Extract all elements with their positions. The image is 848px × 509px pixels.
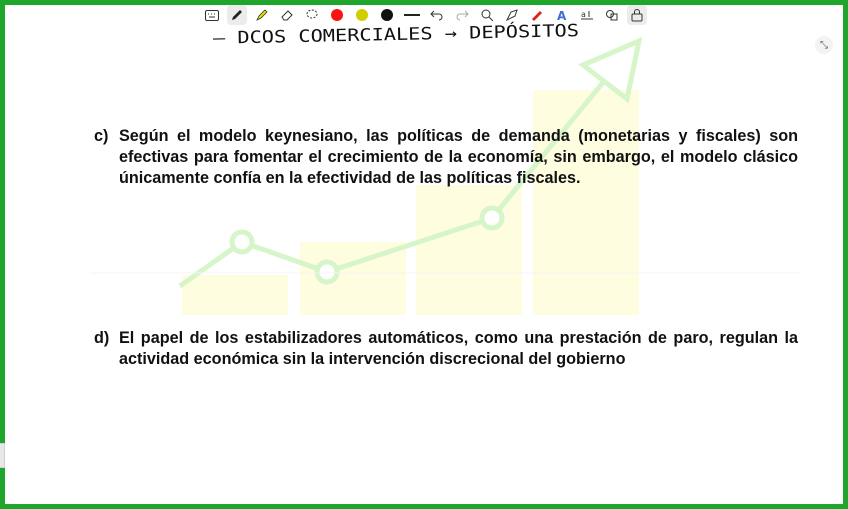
svg-text:a: a <box>580 10 586 19</box>
pen-icon[interactable] <box>227 5 247 25</box>
handwritten-note <box>5 5 843 504</box>
collapse-icon[interactable]: ⤡ <box>815 36 833 54</box>
keyboard-icon[interactable] <box>202 5 222 25</box>
lasso-select-icon[interactable] <box>302 5 322 25</box>
stroke-width-icon[interactable] <box>402 5 422 25</box>
question-d-letter: d) <box>94 329 110 347</box>
question-c-text: Según el modelo keynesiano, las políticas de demanda (monetarias y fiscales) son efectivas para fomentar el crecimiento de la economía, sin embargo, el modelo clásico únicamente confía en la efectividad de las políticas fiscales. <box>119 127 798 187</box>
redo-icon[interactable] <box>452 5 472 25</box>
color-black-swatch[interactable] <box>377 5 397 25</box>
shapes-icon[interactable] <box>602 5 622 25</box>
question-d-text: El papel de los estabilizadores automáticos, como una prestación de paro, regulan la actividad económica sin la intervención discrecional del gobierno <box>119 329 798 368</box>
notebook-page[interactable] <box>5 5 843 504</box>
highlighter-icon[interactable] <box>252 5 272 25</box>
ink-to-shape-icon[interactable] <box>477 5 497 25</box>
color-red-swatch[interactable] <box>327 5 347 25</box>
eraser-icon[interactable] <box>277 5 297 25</box>
undo-icon[interactable] <box>427 5 447 25</box>
math-icon[interactable] <box>577 5 597 25</box>
handwritten-text: — DCOS COMERCIALES → DEPÓSITOS <box>212 22 521 49</box>
question-c-letter: c) <box>94 127 109 145</box>
shape-pen-icon[interactable] <box>502 5 522 25</box>
question-d <box>94 328 798 370</box>
svg-text:A: A <box>556 9 566 22</box>
color-yellow-swatch[interactable] <box>352 5 372 25</box>
ruler-icon[interactable] <box>527 5 547 25</box>
side-panel-handle[interactable] <box>0 443 5 468</box>
question-c <box>94 126 798 189</box>
lock-icon[interactable] <box>627 5 647 25</box>
ink-to-text-icon[interactable] <box>552 5 572 25</box>
ink-toolbar <box>5 5 843 25</box>
